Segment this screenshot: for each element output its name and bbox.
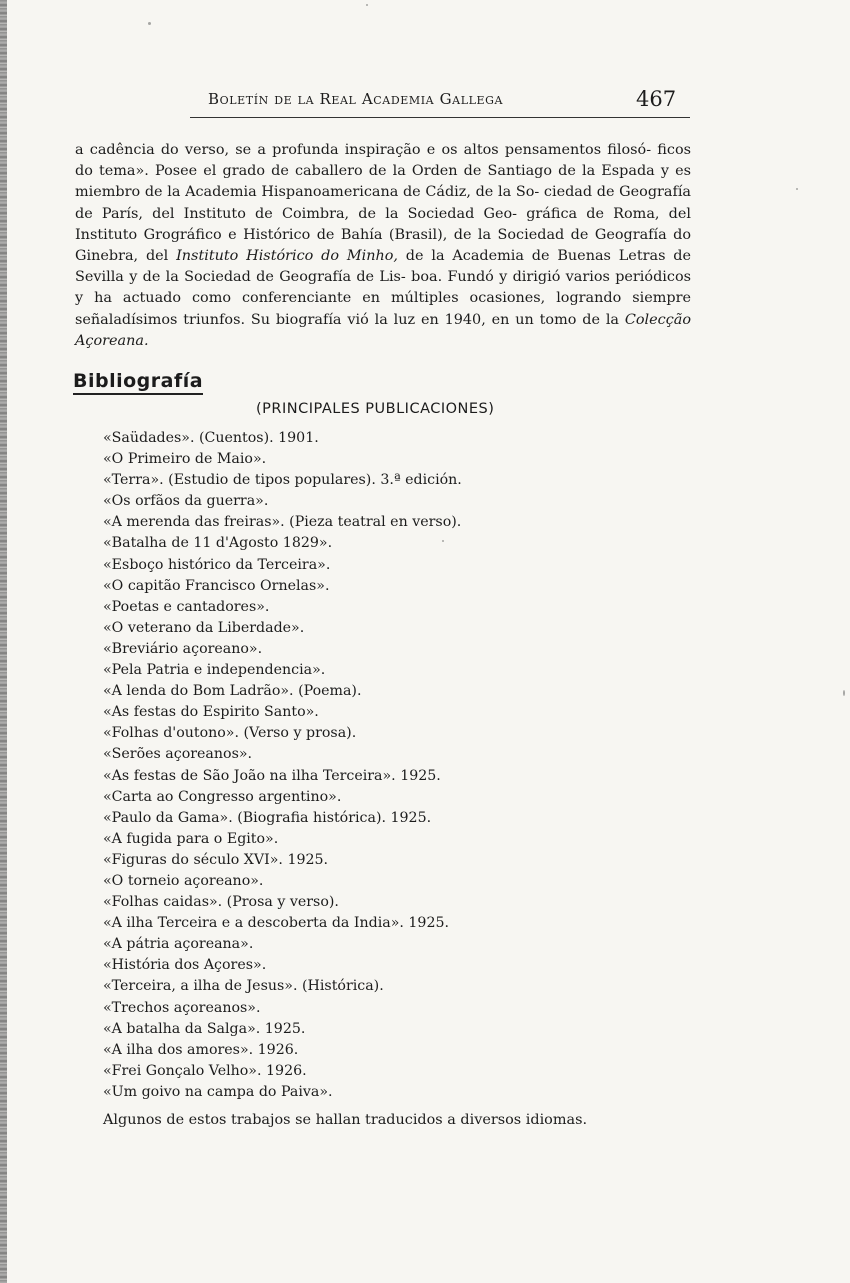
bibliography-item: «A fugida para o Egito».: [103, 830, 279, 847]
bibliography-item: «Esboço histórico da Terceira».: [103, 556, 331, 573]
scan-speck: [796, 188, 798, 190]
bibliography-heading: Bibliografía: [73, 370, 203, 395]
bibliography-item: «Os orfãos da guerra».: [103, 493, 269, 510]
intro-line: ciedad de Geografía de París, del Instituto de Coimbra, de la Sociedad Geo-: [75, 184, 692, 222]
bibliography-item: «Poetas e cantadores».: [103, 598, 270, 615]
bibliography-item: «As festas do Espirito Santo».: [103, 704, 319, 721]
intro-line: Academia de Buenas Letras de Sevilla y de la Sociedad de Geografía de Lis-: [75, 248, 692, 286]
bibliography-item: «Trechos açoreanos».: [103, 999, 261, 1016]
intro-paragraph: [75, 140, 691, 352]
page-number: 467: [636, 87, 677, 111]
header-rule: [190, 117, 690, 118]
bibliography-item: «A ilha dos amores». 1926.: [103, 1041, 299, 1058]
intro-italic-title: Colecção Açoreana.: [75, 311, 692, 349]
bibliography-item: «Figuras do século XVI». 1925.: [103, 851, 329, 868]
scan-speck: [148, 22, 151, 25]
bibliography-item: «A pátria açoreana».: [103, 936, 254, 953]
bibliography-item: «Breviário açoreano».: [103, 640, 263, 657]
bibliography-item: «O capitão Francisco Ornelas».: [103, 577, 330, 594]
bibliography-item: «A lenda do Bom Ladrão». (Poema).: [103, 683, 362, 700]
bibliography-item: «Frei Gonçalo Velho». 1926.: [103, 1062, 307, 1079]
bibliography-item: «Um goivo na campa do Paiva».: [103, 1083, 333, 1100]
bibliography-item: «As festas de São João na ilha Terceira». 1925.: [103, 767, 441, 784]
bibliography-item: «Saüdades». (Cuentos). 1901.: [103, 430, 319, 446]
bibliography-item: «Batalha de 11 d'Agosto 1829».: [103, 535, 333, 552]
bibliography-item: «A ilha Terceira e a descoberta da India». 1925.: [103, 915, 450, 932]
bibliography-item: «Pela Patria e independencia».: [103, 662, 326, 679]
intro-line: gráfica de Roma, del Instituto Grográfico e Histórico de Bahía (Brasil), de: [75, 205, 691, 243]
intro-line: ficos do tema». Posee el grado de caballero de la Orden de Santiago de la: [75, 142, 691, 180]
bibliography-item: «A merenda das freiras». (Pieza teatral en verso).: [103, 514, 462, 531]
bibliography-item: «Terceira, a ilha de Jesus». (Histórica).: [103, 978, 384, 995]
intro-line: de la: [397, 248, 445, 265]
bibliography-list: [103, 428, 703, 1103]
bibliography-item: «A batalha da Salga». 1925.: [103, 1020, 306, 1037]
bibliography-item: «Folhas d'outono». (Verso y prosa).: [103, 725, 357, 742]
bibliography-item: «História dos Açores».: [103, 957, 267, 974]
intro-line: Espada y es miembro de la Academia Hispanoamericana de Cádiz, de la So-: [75, 163, 691, 201]
bibliography-item: «Carta ao Congresso argentino».: [103, 788, 342, 805]
running-head: Boletín de la Real Academia Gallega: [208, 90, 504, 108]
scan-speck: [843, 690, 845, 696]
scan-speck: [366, 4, 368, 6]
bibliography-item: «O Primeiro de Maio».: [103, 451, 267, 468]
bibliography-item: «O veterano da Liberdade».: [103, 619, 305, 636]
intro-line: a cadência do verso, se a profunda inspiração e os altos pensamentos filosó-: [75, 142, 652, 158]
closing-note: Algunos de estos trabajos se hallan traducidos a diversos idiomas.: [103, 1112, 588, 1128]
bibliography-subheading: (PRINCIPALES PUBLICACIONES): [256, 401, 495, 417]
intro-line: la luz en 1940, en un tomo de la: [374, 311, 625, 328]
bibliography-item: «Serões açoreanos».: [103, 746, 253, 763]
bibliography-item: «O torneio açoreano».: [103, 872, 264, 889]
intro-line: la Sociedad de Geografía do Ginebra, del: [75, 226, 691, 265]
scan-binding-edge: [0, 0, 7, 1283]
bibliography-item: «Folhas caidas». (Prosa y verso).: [103, 894, 339, 911]
intro-line: múltiples ocasiones, logrando siempre señaladísimos triunfos. Su biografía vió: [75, 290, 691, 328]
bibliography-item: «Paulo da Gama». (Biografia histórica). 1925.: [103, 809, 432, 826]
intro-italic-title: Instituto Histórico do Minho,: [176, 248, 398, 265]
bibliography-item: «Terra». (Estudio de tipos populares). 3.ª edición.: [103, 472, 462, 489]
intro-line: boa. Fundó y dirigió varios periódicos y ha actuado como conferenciante en: [75, 269, 691, 307]
